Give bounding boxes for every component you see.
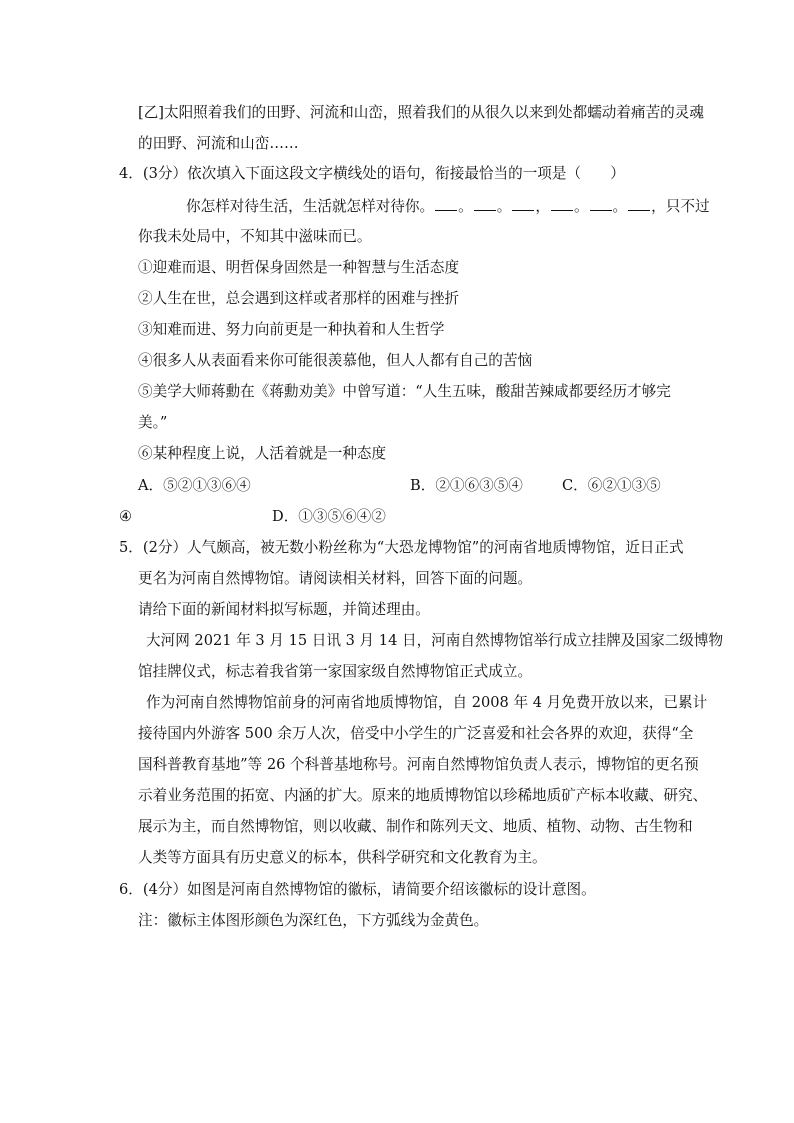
q6-note: 注：徽标主体图形颜色为深红色，下方弧线为金黄色。 bbox=[138, 912, 489, 929]
q4-blank-3 bbox=[512, 196, 534, 211]
q5-news-line-5: 国科普教育基地”等 26 个科普基地称号。河南自然博物馆负责人表示，博物馆的更名预 bbox=[138, 756, 699, 773]
q4-sep-2: 。 bbox=[496, 198, 512, 215]
q4-blank-2 bbox=[474, 196, 496, 211]
q5-instruction: 请给下面的新闻材料拟写标题，并简述理由。 bbox=[138, 601, 430, 618]
q4-blank-1 bbox=[435, 196, 457, 211]
q5-stem-line-2: 更名为河南自然博物馆。请阅读相关材料，回答下面的问题。 bbox=[138, 570, 533, 587]
q4-blank-5 bbox=[590, 196, 612, 211]
q5-news-line-4: 接待国内外游客 500 余万人次，倍受中小学生的广泛喜爱和社会各界的欢迎，获得“全 bbox=[138, 725, 694, 742]
q4-item-3: ③知难而进、努力向前更是一种执着和人生哲学 bbox=[138, 321, 445, 338]
q4-item-4: ④很多人从表面看来你可能很羡慕他，但人人都有自己的苦恼 bbox=[138, 352, 533, 369]
q4-sep-3: ， bbox=[535, 198, 550, 215]
q4-blank-4 bbox=[551, 196, 573, 211]
q4-stem: 4．(3分）依次填入下面这段文字横线处的语句，衔接最恰当的一项是（ ） bbox=[119, 165, 625, 182]
q4-option-a: A．⑤②①③⑥④ bbox=[138, 477, 251, 494]
paragraph-yi-line-1: [乙]太阳照着我们的田野、河流和山峦，照着我们的从很久以来到处都蠕动着痛苦的灵魂 bbox=[138, 104, 704, 121]
q5-news-line-8: 人类等方面具有历史意义的标本，供科学研究和文化教育为主。 bbox=[138, 849, 547, 866]
q4-passage-end: ，只不过 bbox=[651, 198, 710, 215]
q4-sep-4: 。 bbox=[573, 198, 589, 215]
q4-passage-start: 你怎样对待生活，生活就怎样对待你。 bbox=[186, 198, 435, 215]
q5-stem-line-1: 5．(2分）人气颇高，被无数小粉丝称为“大恐龙博物馆”的河南省地质博物馆，近日正式 bbox=[119, 539, 684, 556]
q4-option-b: B．②①⑥③⑤④ bbox=[410, 477, 523, 494]
q4-item-5: ⑤美学大师蒋勳在《蒋勳劝美》中曾写道：“人生五味，酸甜苦辣咸都要经历才够完 bbox=[138, 383, 671, 400]
q4-passage-line-1 bbox=[186, 196, 710, 217]
q5-news-line-2: 馆挂牌仪式，标志着我省第一家国家级自然博物馆正式成立。 bbox=[138, 663, 533, 680]
q5-news-line-7: 展示为主，而自然博物馆，则以收藏、制作和陈列天文、地质、植物、动物、古生物和 bbox=[138, 818, 693, 835]
q4-item-6: ⑥某种程度上说，人活着就是一种态度 bbox=[138, 445, 387, 462]
q4-option-c: C．⑥②①③⑤ bbox=[562, 477, 661, 494]
q6-stem: 6．(4分）如图是河南自然博物馆的徽标，请简要介绍该徽标的设计意图。 bbox=[119, 881, 596, 898]
q5-news-line-1: 大河网 2021 年 3 月 15 日讯 3 月 14 日，河南自然博物馆举行成立挂牌及国家二级博物 bbox=[146, 632, 724, 649]
q4-blank-6 bbox=[628, 196, 650, 211]
q4-sep-1: 。 bbox=[458, 198, 473, 215]
q4-option-c-cont: ④ bbox=[119, 508, 133, 525]
paragraph-yi-line-2: 的田野、河流和山峦…… bbox=[138, 135, 299, 152]
q4-sep-5: 。 bbox=[612, 198, 628, 215]
q5-news-line-6: 示着业务范围的拓宽、内涵的扩大。原来的地质博物馆以珍稀地质矿产标本收藏、研究、 bbox=[138, 787, 708, 804]
q5-news-line-3: 作为河南自然博物馆前身的河南省地质博物馆，自 2008 年 4 月免费开放以来，已累计 bbox=[146, 694, 708, 711]
q4-item-1: ①迎难而退、明哲保身固然是一种智慧与生活态度 bbox=[138, 259, 460, 276]
q4-item-2: ②人生在世，总会遇到这样或者那样的困难与挫折 bbox=[138, 290, 460, 307]
q4-item-5-cont: 美。” bbox=[138, 414, 168, 431]
q4-option-d: D．①③⑤⑥④② bbox=[272, 508, 386, 525]
q4-passage-line-2: 你我未处局中，不知其中滋味而已。 bbox=[138, 228, 372, 245]
